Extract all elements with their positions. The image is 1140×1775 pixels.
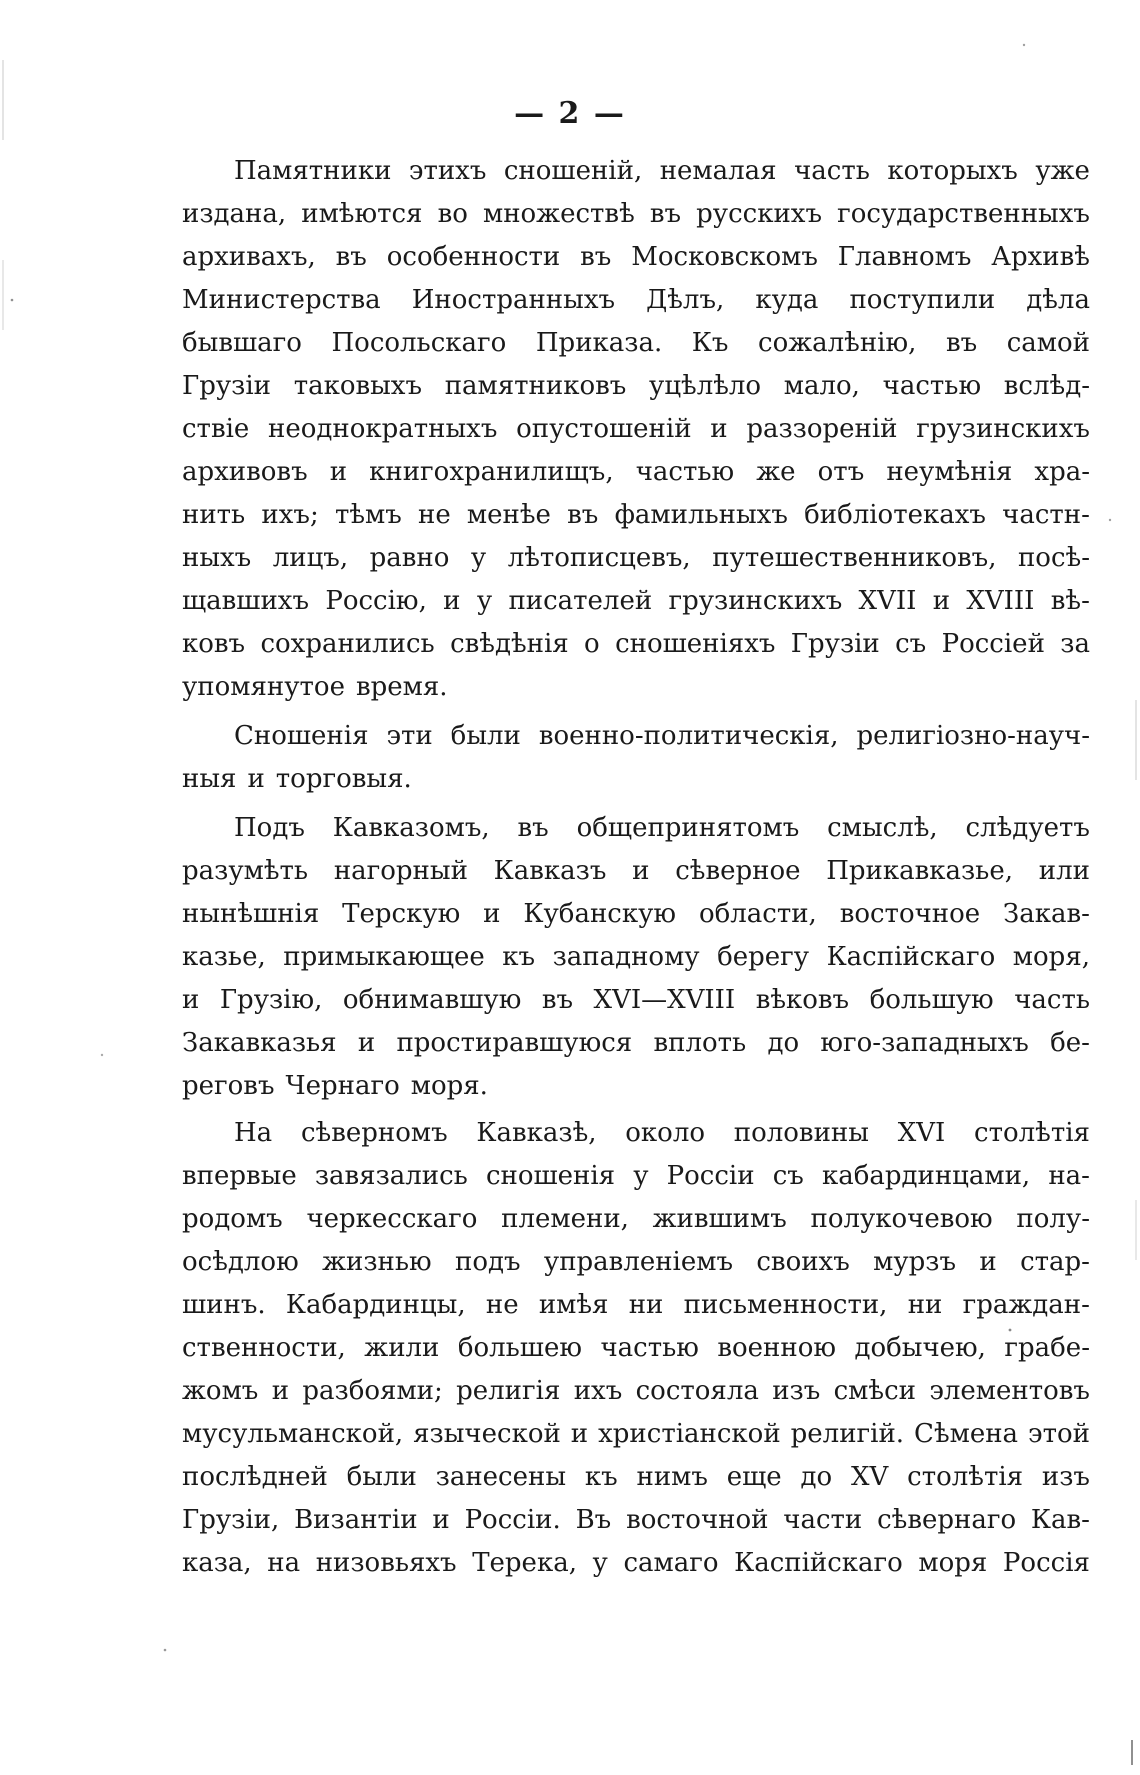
word: нагорный [333,856,468,886]
paragraph-3 [182,807,1090,1108]
text-line [182,1499,1090,1542]
word: Приказа. [535,328,663,358]
word: большею [457,1333,583,1363]
paragraph-4 [182,1112,1090,1585]
word: бывшаго [182,328,302,358]
word: жившимъ [652,1204,787,1234]
word: Посольскаго [331,328,507,358]
word: уже [1035,156,1090,186]
word: Прикавказье, [826,856,1013,886]
word: мало, [783,371,860,401]
word: впервые [182,1161,297,1191]
word: Терскую [342,899,461,929]
word: у [476,586,493,616]
word: XVI—XVIII [593,985,736,1015]
word: слѣдуетъ [965,813,1090,843]
word: особенности [386,242,561,272]
word: архивахъ, [182,242,316,272]
word: въ [335,242,367,272]
word: Каспійскаго [734,1548,903,1578]
word: жизнью [322,1247,432,1277]
text-line [182,850,1090,893]
word: Сношенія [234,721,369,751]
word: сношенія [485,1161,616,1191]
text-line [182,494,1090,537]
word: время. [355,672,448,702]
word: русскихъ [696,199,823,229]
word: около [625,1118,706,1148]
text-line [182,193,1090,236]
word: въ [567,500,599,530]
word: до [767,1028,800,1058]
word: грабе- [1004,1333,1090,1363]
word: полу- [1016,1204,1090,1234]
word: религій. [790,1419,905,1449]
word: съ [895,629,927,659]
word: подъ [455,1247,521,1277]
word: берегу [717,942,810,972]
word: религія [456,1376,561,1406]
word: разбоями; [302,1376,443,1406]
word: письменности, [683,1290,888,1320]
word: ныхъ [182,543,252,573]
word: Россіи. [464,1505,561,1535]
word: Россіей [941,629,1045,659]
word: состояла [635,1376,759,1406]
word: и [329,457,348,487]
word: щавшихъ [182,586,310,616]
word: самаго [623,1548,719,1578]
word: въ [945,328,978,358]
word: стар- [1020,1247,1090,1277]
word: Кубанскую [523,899,677,929]
word: вслѣд- [1003,371,1090,401]
word: послѣдней [182,1462,328,1492]
word: Московскомъ [631,242,818,272]
word: своихъ [756,1247,850,1277]
word: бе- [1050,1028,1090,1058]
text-line [182,537,1090,580]
word: и [182,985,200,1015]
word: библіотекахъ [804,500,986,530]
word: Главномъ [837,242,972,272]
word: общепринятомъ [576,813,800,843]
word: не [485,1290,519,1320]
word: за [1060,629,1090,659]
word: Иностранныхъ [411,285,616,315]
text-line [182,451,1090,494]
word: простиравшуюся [396,1028,633,1058]
word: вѣ- [1050,586,1090,616]
word: во [437,199,468,229]
word: Кавказѣ, [476,1118,597,1148]
word: частн- [1002,500,1090,530]
word: XV [851,1462,889,1492]
word: смѣси [833,1376,916,1406]
word: западному [552,942,700,972]
word: въ [580,242,612,272]
word: осѣдлою [182,1247,299,1277]
word: этой [1028,1419,1090,1449]
word: половины [733,1118,869,1148]
text-line [182,279,1090,322]
text-line [182,236,1090,279]
word: Грузіи [790,629,880,659]
word: къ [502,942,536,972]
text-line [182,979,1090,1022]
word: и [443,586,461,616]
word: столѣтія [907,1462,1024,1492]
word: добычею, [854,1333,986,1363]
word: и [570,1419,589,1449]
word: лѣтописцевъ, [507,543,691,573]
word: Закавказья [182,1028,337,1058]
word: Сѣмена [914,1419,1019,1449]
word: имѣются [301,199,423,229]
word: черкесскаго [306,1204,478,1234]
word: на- [1048,1161,1090,1191]
word: военно-политическія, [538,721,839,751]
text-line [182,807,1090,850]
word: отъ [817,457,865,487]
word: реговъ [182,1071,275,1101]
text-line [182,1542,1090,1585]
word: Грузію, [219,985,323,1015]
word: шинъ. [182,1290,266,1320]
word: и [710,414,728,444]
word: Кавказъ [493,856,607,886]
word: ни [907,1290,943,1320]
word: эти [386,721,433,751]
word: части [783,1505,863,1535]
word: и [483,899,501,929]
text-line [182,1327,1090,1370]
word: нимъ [636,1462,708,1492]
text-line [182,1413,1090,1456]
word: о [584,629,600,659]
word: съ [772,1161,804,1191]
text-line [182,893,1090,936]
text-line [182,365,1090,408]
word: завязались [314,1161,468,1191]
word: обнимавшую [342,985,522,1015]
word: памятниковъ [444,371,627,401]
word: которыхъ [887,156,1018,186]
word: ственности, [182,1333,346,1363]
word: На [234,1118,273,1148]
word: Закав- [1003,899,1090,929]
word: и [357,1028,376,1058]
word: Грузіи, [182,1505,280,1535]
word: жили [364,1333,440,1363]
word: родомъ [182,1204,283,1234]
word: куда [755,285,819,315]
word: государственныхъ [837,199,1090,229]
word: Россіи [666,1161,755,1191]
word: посѣ- [1017,543,1090,573]
word: XVIII [966,586,1035,616]
word: столѣтія [974,1118,1090,1148]
word: разумѣть [182,856,309,886]
word: сношеній, [503,156,643,186]
word: Кав- [1030,1505,1090,1535]
word: путешественниковъ, [712,543,997,573]
word: религіозно-науч- [856,721,1090,751]
text-line [182,1022,1090,1065]
word: нынѣшнія [182,899,320,929]
word: и [247,764,265,794]
word: ихъ; [261,500,319,530]
word: менѣе [466,500,551,530]
word: не [417,500,451,530]
word: вплоть [653,1028,747,1058]
word: ихъ [573,1376,623,1406]
word: лицъ, [272,543,349,573]
word: Министерства [182,285,381,315]
word: въ [649,199,682,229]
word: архивовъ [182,457,308,487]
text-line [182,758,1090,801]
word: были [346,1462,417,1492]
word: и [432,1505,450,1535]
word: Византіи [294,1505,418,1535]
word: нить [182,500,246,530]
word: грузинскихъ [668,586,843,616]
text-line [182,580,1090,623]
word: восточное [839,899,981,929]
word: писателей [508,586,653,616]
word: каза, [182,1548,252,1578]
word: самой [1006,328,1090,358]
word: сношеніяхъ [615,629,776,659]
word: и [632,856,650,886]
word: немалая [659,156,777,186]
word: еще [726,1462,782,1492]
word: сохранились [260,629,435,659]
word: ни [628,1290,664,1320]
word: занесены [435,1462,567,1492]
body-text [182,150,1090,1585]
word: сѣверномъ [300,1118,448,1148]
word: неоднократныхъ [268,414,498,444]
word: XVII [858,586,917,616]
text-line [182,936,1090,979]
word: у [633,1161,649,1191]
text-line [182,150,1090,193]
word: Россію, [325,586,427,616]
word: Чернаго [285,1071,400,1101]
word: имѣя [538,1290,609,1320]
word: смыслѣ, [827,813,938,843]
text-line [182,666,1090,709]
word: и [271,1376,290,1406]
word: примыкающее [283,942,485,972]
word: тѣмъ [334,500,402,530]
word: книгохранилищъ, [369,457,614,487]
word: Памятники [234,156,392,186]
word: Подъ [234,813,305,843]
word: множествѣ [482,199,635,229]
text-line [182,1112,1090,1155]
word: юго-западныхъ [820,1028,1029,1058]
word: поступили [849,285,996,315]
text-line [182,1241,1090,1284]
word: неумѣнія [886,457,1013,487]
word: грузинскихъ [916,414,1090,444]
word: торговыя. [275,764,412,794]
text-line [182,322,1090,365]
word: Въ [575,1505,612,1535]
word: были [450,721,521,751]
word: христіанской [598,1419,781,1449]
word: часть [1014,985,1090,1015]
word: жомъ [182,1376,259,1406]
word: восточной [626,1505,769,1535]
word: частью [600,1333,699,1363]
text-line [182,1370,1090,1413]
word: Каспійскаго [826,942,996,972]
word: равно [369,543,450,573]
text-line [182,1284,1090,1327]
word: низовьяхъ [315,1548,457,1578]
word: ныя [182,764,237,794]
word: граждан- [962,1290,1090,1320]
word: Кавказомъ, [332,813,490,843]
word: военною [717,1333,836,1363]
word: области, [698,899,817,929]
word: ковъ [182,629,246,659]
word: племени, [501,1204,629,1234]
word: таковыхъ [293,371,423,401]
word: издана, [182,199,287,229]
word: моря [918,1548,988,1578]
paragraph-2 [182,715,1090,801]
word: моря. [410,1071,488,1101]
word: частью [882,371,982,401]
word: кабардинцами, [821,1161,1031,1191]
word: большую [869,985,994,1015]
word: Кабардинцы, [285,1290,466,1320]
paragraph-1 [182,150,1090,709]
word: мусульманской, [182,1419,404,1449]
word: и [932,586,951,616]
word: частью [635,457,735,487]
word: до [800,1462,833,1492]
word: раззореній [746,414,898,444]
word: ствіе [182,414,250,444]
word: сѣверное [675,856,801,886]
word: управленіемъ [543,1247,734,1277]
word: свѣдѣнія [450,629,569,659]
word: дѣла [1026,285,1090,315]
word: сѣвернаго [877,1505,1017,1535]
word: моря, [1012,942,1090,972]
word: XVI [897,1118,946,1148]
word: и [979,1247,997,1277]
word: на [267,1548,301,1578]
word: мурзъ [873,1247,957,1277]
word: этихъ [408,156,487,186]
word: языческой [413,1419,561,1449]
word: полукочевою [810,1204,993,1234]
text-line [182,1456,1090,1499]
word: изъ [772,1376,821,1406]
word: въ [517,813,549,843]
page-number: — 2 — [514,96,626,131]
word: элементовъ [929,1376,1090,1406]
word: сожалѣнію, [758,328,917,358]
word: Къ [691,328,729,358]
text-line [182,1065,1090,1108]
word: хра- [1034,457,1090,487]
word: же [756,457,796,487]
text-line [182,715,1090,758]
word: Терека, [472,1548,577,1578]
word: опустошеній [516,414,692,444]
word: Россія [1002,1548,1090,1578]
word: Дѣлъ, [646,285,725,315]
text-line [182,623,1090,666]
word: Архивѣ [991,242,1090,272]
text-line [182,1155,1090,1198]
word: фамильныхъ [614,500,788,530]
word: или [1038,856,1090,886]
word: въ [541,985,574,1015]
text-line [182,1198,1090,1241]
word: Грузіи [182,371,271,401]
word: у [470,543,487,573]
word: казье, [182,942,266,972]
word: у [592,1548,608,1578]
word: упомянутое [182,672,345,702]
word: вѣковъ [755,985,850,1015]
word: часть [794,156,870,186]
text-line [182,408,1090,451]
word: къ [584,1462,618,1492]
word: изъ [1041,1462,1090,1492]
word: уцѣлѣло [649,371,762,401]
